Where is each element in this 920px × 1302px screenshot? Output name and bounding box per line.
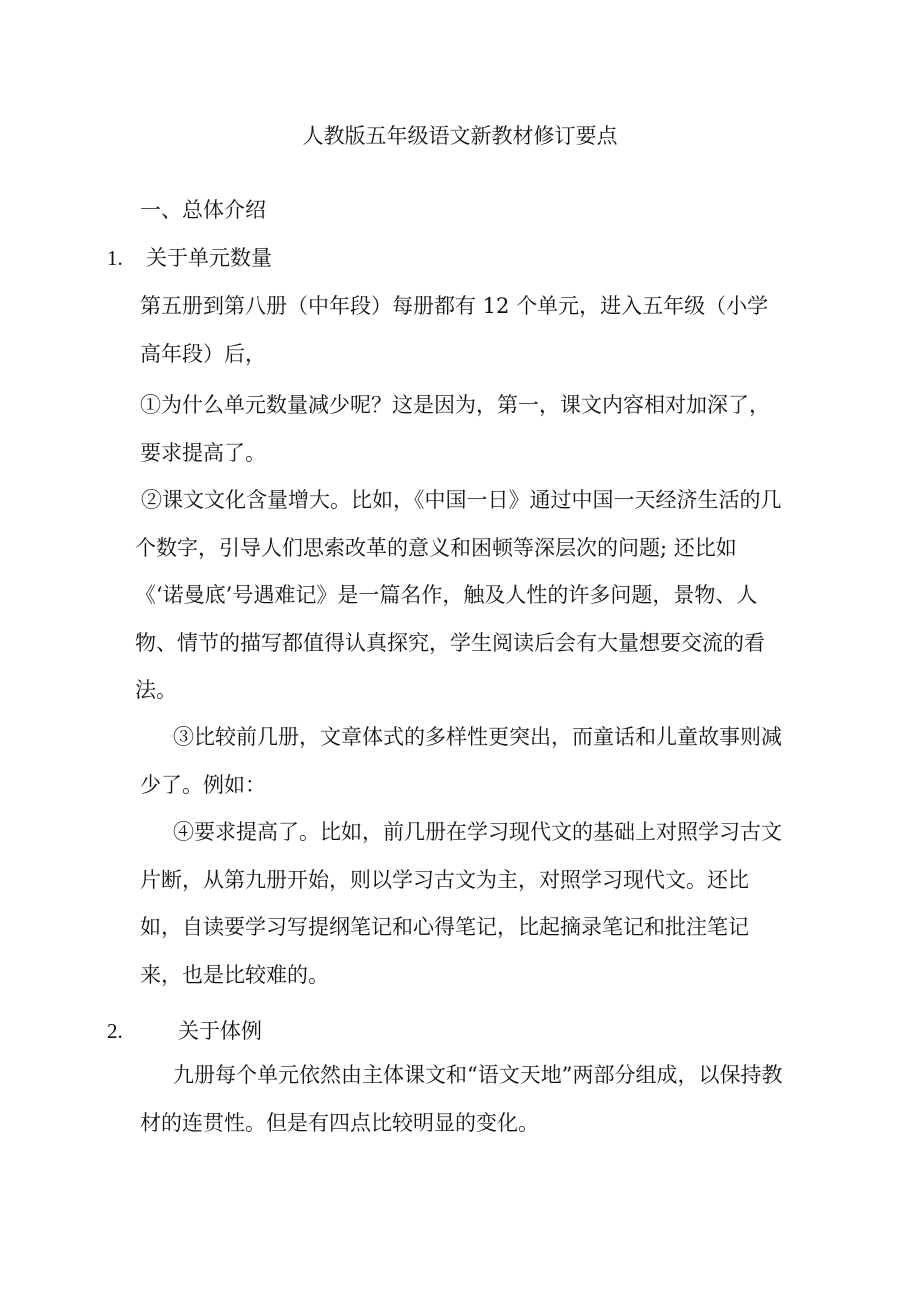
paragraph-point-3: ③比较前几册，文章体式的多样性更突出，而童话和儿童故事则减少了。例如： [140, 725, 782, 797]
item-number-1: 1. [107, 246, 123, 270]
paragraph-point-1: ①为什么单元数量减少呢？这是因为，第一，课文内容相对加深了，要求提高了。 [140, 393, 770, 465]
paragraph-point-4: ④要求提高了。比如，前几册在学习现代文的基础上对照学习古文片断，从第九册开始，则以学习古文为主，对照学习现代文。还比如，自读要学习写提纲笔记和心得笔记，比起摘录笔记和批注笔记来，也是比较难的。 [140, 820, 782, 987]
section-heading-overview: 一、总体介绍 [140, 198, 266, 222]
paragraph-structure: 九册每个单元依然由主体课文和“语文天地”两部分组成，以保持教材的连贯性。但是有四点比较明显的变化。 [140, 1063, 783, 1135]
paragraph-point-2: ②课文文化含量增大。比如，《中国一日》通过中国一天经济生活的几个数字，引导人们思索改革的意义和困顿等深层次的问题; 还比如《‘诺曼底’号遇难记》是一篇名作，触及人性的许多问题，景物、人物、情节的描写都值得认真探究，学生阅读后会有大量想要交流的看法。 [135, 488, 782, 702]
document-title: 人教版五年级语文新教材修订要点 [302, 124, 618, 148]
item-heading-structure: 关于体例 [178, 1019, 262, 1043]
item-number-2: 2. [107, 1019, 123, 1043]
item-heading-unit-count: 关于单元数量 [146, 246, 272, 270]
intro-line-2: 高年段）后， [140, 342, 266, 366]
intro-line-1: 第五册到第八册（中年段）每册都有 12 个单元，进入五年级（小学 [140, 294, 769, 318]
